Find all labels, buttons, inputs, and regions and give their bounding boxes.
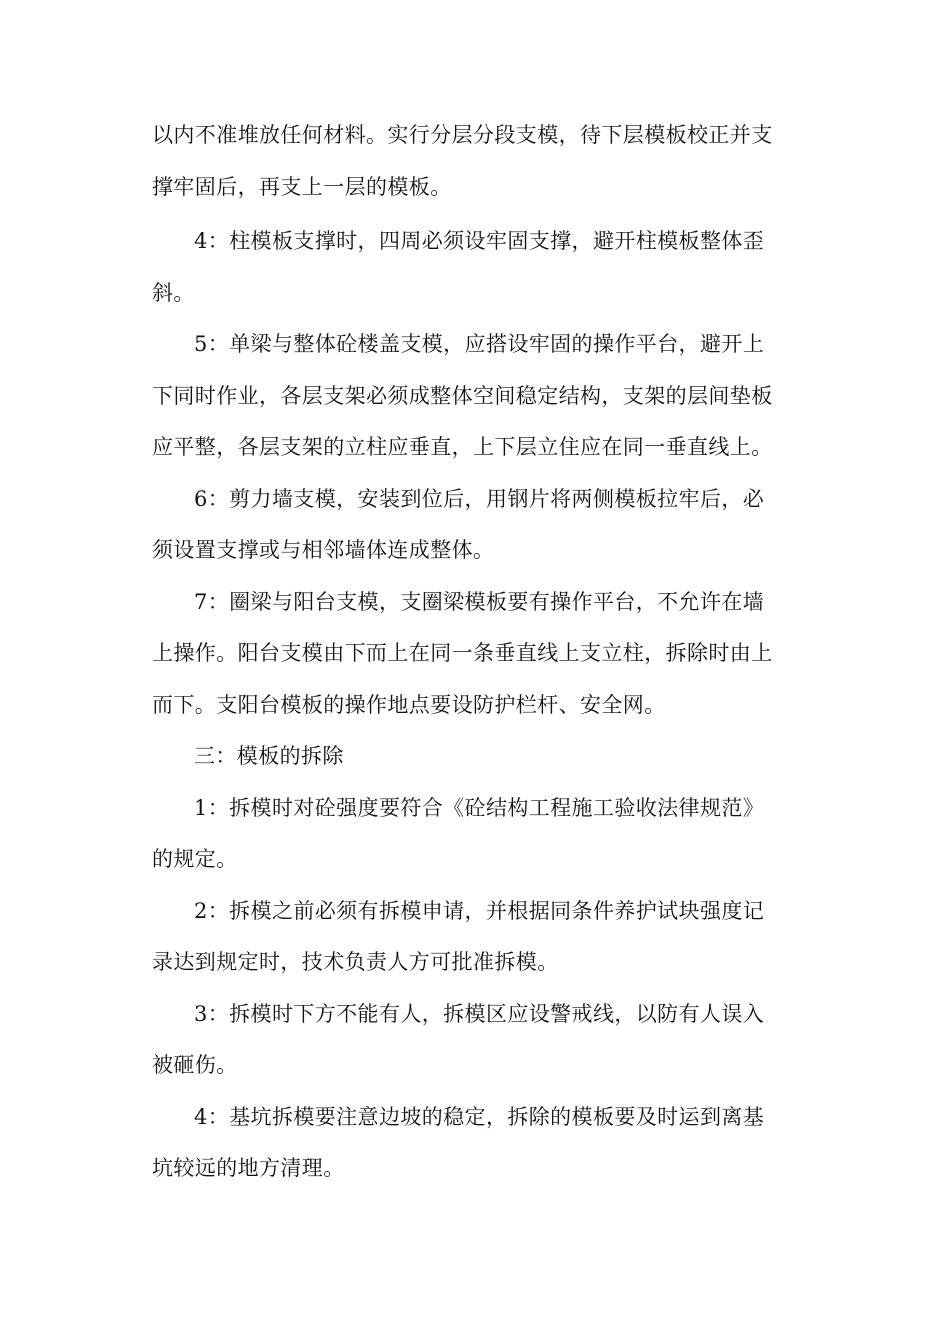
- text-line: 的规定。: [152, 847, 238, 871]
- text-line: 坑较远的地方清理。: [152, 1156, 345, 1180]
- paragraph-6-line: 6：剪力墙支模，安装到位后，用钢片将两侧模板拉牢后，必: [194, 487, 765, 511]
- text-line: 下同时作业，各层支架必须成整体空间稳定结构，支架的层间垫板: [152, 384, 773, 408]
- text-line: 被砸伤。: [152, 1053, 238, 1077]
- text-line: 而下。支阳台模板的操作地点要设防护栏杆、安全网。: [152, 693, 666, 717]
- section-heading: 三：模板的拆除: [194, 744, 344, 768]
- text-line: 录达到规定时，技术负责人方可批准拆模。: [152, 950, 559, 974]
- paragraph-4-line: 4：柱模板支撑时，四周必须设牢固支撑，避开柱模板整体歪: [194, 229, 765, 253]
- text-line: 撑牢固后，再支上一层的模板。: [152, 175, 452, 199]
- text-line: 上操作。阳台支模由下而上在同一条垂直线上支立柱，拆除时由上: [152, 641, 773, 665]
- item-3-line: 3：拆模时下方不能有人，拆模区应设警戒线，以防有人误入: [194, 1002, 765, 1026]
- text-line: 斜。: [152, 281, 195, 305]
- paragraph-5-line: 5：单梁与整体砼楼盖支模，应搭设牢固的操作平台，避开上: [194, 332, 765, 356]
- text-line: 应平整，各层支架的立柱应垂直，上下层立住应在同一垂直线上。: [152, 435, 773, 459]
- item-1-line: 1：拆模时对砼强度要符合《砼结构工程施工验收法律规范》: [194, 796, 765, 820]
- text-line: 须设置支撑或与相邻墙体连成整体。: [152, 538, 495, 562]
- item-4-line: 4：基坑拆模要注意边坡的稳定，拆除的模板要及时运到离基: [194, 1105, 765, 1129]
- paragraph-7-line: 7：圈梁与阳台支模，支圈梁模板要有操作平台，不允许在墙: [194, 590, 765, 614]
- item-2-line: 2：拆模之前必须有拆模申请，并根据同条件养护试块强度记: [194, 899, 765, 923]
- text-line: 以内不准堆放任何材料。实行分层分段支模，待下层模板校正并支: [152, 123, 773, 147]
